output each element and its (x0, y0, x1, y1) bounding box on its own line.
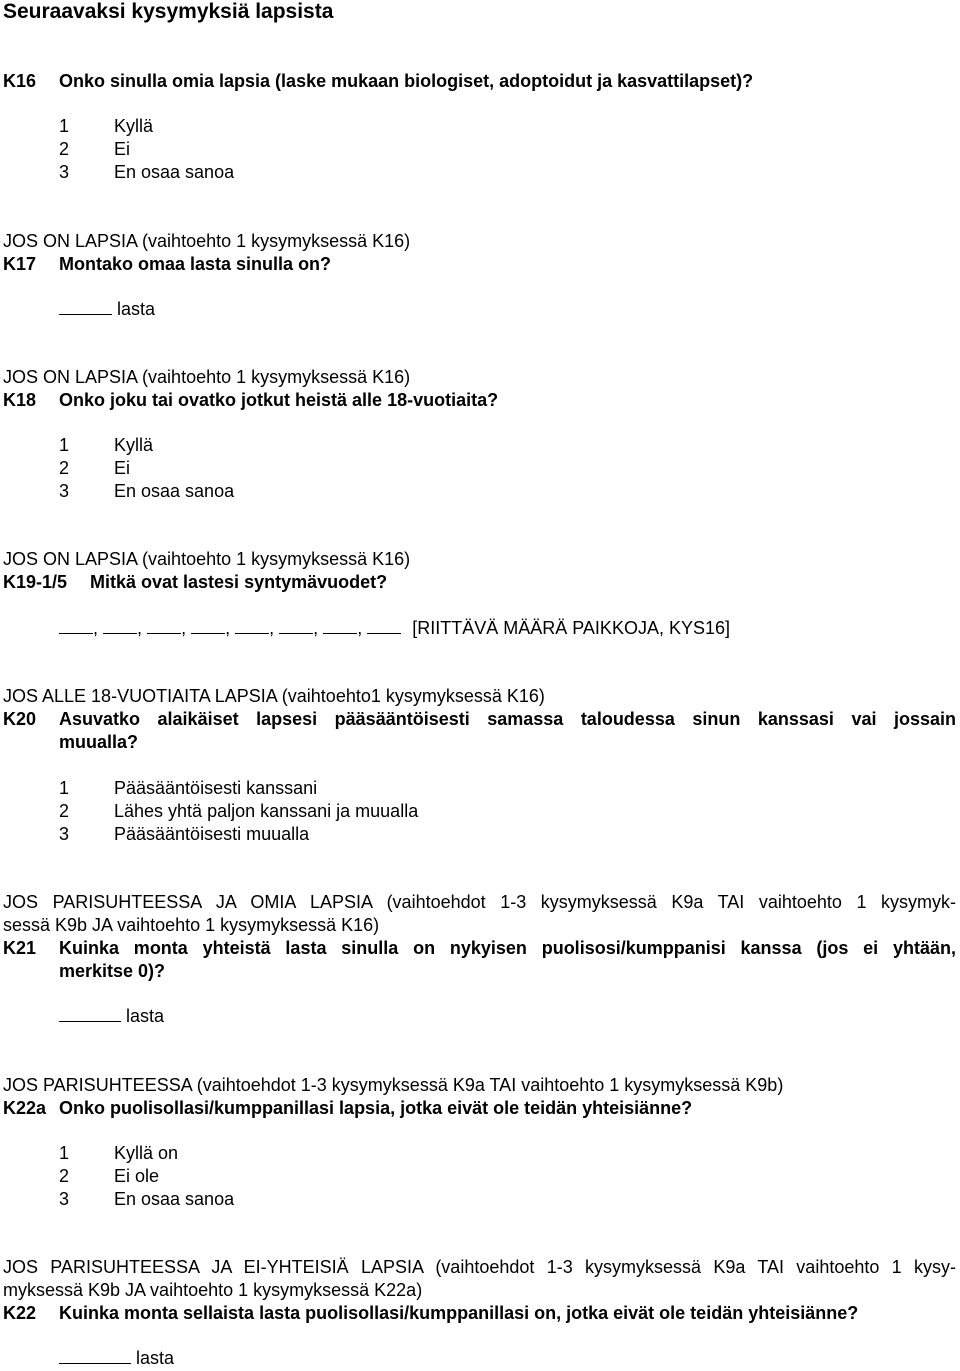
k22a-id: K22a (3, 1098, 47, 1118)
k16-question: Onko sinulla omia lapsia (laske mukaan biologiset, adoptoidut ja kasvattilapset)? (59, 71, 754, 91)
k19-question: Mitkä ovat lastesi syntymävuodet? (90, 572, 388, 592)
k19-year-blank-1[interactable] (59, 617, 93, 634)
k16-option-3[interactable]: 3 En osaa sanoa (59, 162, 235, 182)
k22a-option-3[interactable]: 3 En osaa sanoa (59, 1189, 235, 1209)
page-title: Seuraavaksi kysymyksiä lapsista (3, 0, 334, 23)
k16-id: K16 (3, 71, 37, 91)
k21-answer-blank[interactable] (59, 1005, 121, 1022)
k22a-question: Onko puolisollasi/kumppanillasi lapsia, jotka eivät ole teidän yhteisiänne? (59, 1098, 693, 1118)
k19-condition: JOS ON LAPSIA (vaihtoehto 1 kysymyksessä K16) (3, 549, 411, 569)
k18-question: Onko joku tai ovatko jotkut heistä alle 18-vuotiaita? (59, 390, 499, 410)
k20-question-line2: muualla? (59, 732, 139, 752)
k22a-option-2[interactable]: 2 Ei ole (59, 1166, 160, 1186)
k22-unit: lasta (136, 1348, 175, 1368)
k21-id: K21 (3, 938, 37, 958)
k19-year-blank-5[interactable] (235, 617, 269, 634)
k19-year-blank-3[interactable] (147, 617, 181, 634)
k22-question: Kuinka monta sellaista lasta puolisollasi/kumppanillasi on, jotka eivät ole teidän yhteisiänne? (59, 1303, 859, 1323)
k21-condition-line2: sessä K9b JA vaihtoehto 1 kysymyksessä K16) (3, 915, 380, 935)
k22-answer-blank[interactable] (59, 1347, 131, 1364)
k22-condition-line2: myksessä K9b JA vaihtoehto 1 kysymyksessä K22a) (3, 1280, 423, 1300)
k21-condition-line1: JOS PARISUHTEESSA JA OMIA LAPSIA (vaihtoehdot 1-3 kysymyksessä K9a TAI vaihtoehto 1 kysymyk- (3, 892, 956, 912)
k22-answer[interactable] (59, 1347, 174, 1369)
k18-option-3[interactable]: 3 En osaa sanoa (59, 481, 235, 501)
k20-id: K20 (3, 709, 37, 729)
k18-option-1[interactable]: 1 Kyllä (59, 435, 154, 455)
k19-note: [RIITTÄVÄ MÄÄRÄ PAIKKOJA, KYS16] (412, 618, 730, 638)
k19-year-blank-2[interactable] (103, 617, 137, 634)
k22a-condition: JOS PARISUHTEESSA (vaihtoehdot 1-3 kysymyksessä K9a TAI vaihtoehto 1 kysymyksessä K9b) (3, 1075, 784, 1095)
k20-question-line1: Asuvatko alaikäiset lapsesi pääsääntöisesti samassa taloudessa sinun kanssasi vai jossain (59, 709, 956, 729)
k17-answer-blank[interactable] (59, 298, 112, 315)
k21-answer[interactable] (59, 1005, 164, 1027)
k18-condition: JOS ON LAPSIA (vaihtoehto 1 kysymyksessä K16) (3, 367, 411, 387)
k19-year-blank-7[interactable] (323, 617, 357, 634)
k17-question: Montako omaa lasta sinulla on? (59, 254, 332, 274)
k17-condition: JOS ON LAPSIA (vaihtoehto 1 kysymyksessä K16) (3, 231, 411, 251)
k19-id: K19-1/5 (3, 572, 68, 592)
k22-condition-line1: JOS PARISUHTEESSA JA EI-YHTEISIÄ LAPSIA (vaihtoehdot 1-3 kysymyksessä K9a TAI vaihtoehto 1 kysy- (3, 1257, 956, 1277)
k19-answer-row: , , , , , , , [RIITTÄVÄ MÄÄRÄ PAIKKOJA, KYS16] (59, 617, 730, 639)
k18-option-2[interactable]: 2 Ei (59, 458, 131, 478)
k20-option-2[interactable]: 2 Lähes yhtä paljon kanssani ja muualla (59, 801, 419, 821)
k21-question-line1: Kuinka monta yhteistä lasta sinulla on nykyisen puolisosi/kumppanisi kanssa (jos ei yhtään, (59, 938, 956, 958)
k17-id: K17 (3, 254, 37, 274)
k16-option-2[interactable]: 2 Ei (59, 139, 131, 159)
k20-option-1[interactable]: 1 Pääsääntöisesti kanssani (59, 778, 318, 798)
k21-question-line2: merkitse 0)? (59, 961, 166, 981)
k20-option-3[interactable]: 3 Pääsääntöisesti muualla (59, 824, 310, 844)
k20-condition: JOS ALLE 18-VUOTIAITA LAPSIA (vaihtoehto1 kysymyksessä K16) (3, 686, 545, 706)
k19-year-blank-4[interactable] (191, 617, 225, 634)
k22a-option-1[interactable]: 1 Kyllä on (59, 1143, 179, 1163)
k21-unit: lasta (126, 1006, 165, 1026)
k22-id: K22 (3, 1303, 37, 1323)
k17-answer[interactable] (59, 298, 155, 320)
k19-year-blank-8[interactable] (367, 617, 401, 634)
k17-unit: lasta (117, 299, 156, 319)
k19-year-blank-6[interactable] (279, 617, 313, 634)
k18-id: K18 (3, 390, 37, 410)
k16-option-1[interactable]: 1 Kyllä (59, 116, 154, 136)
